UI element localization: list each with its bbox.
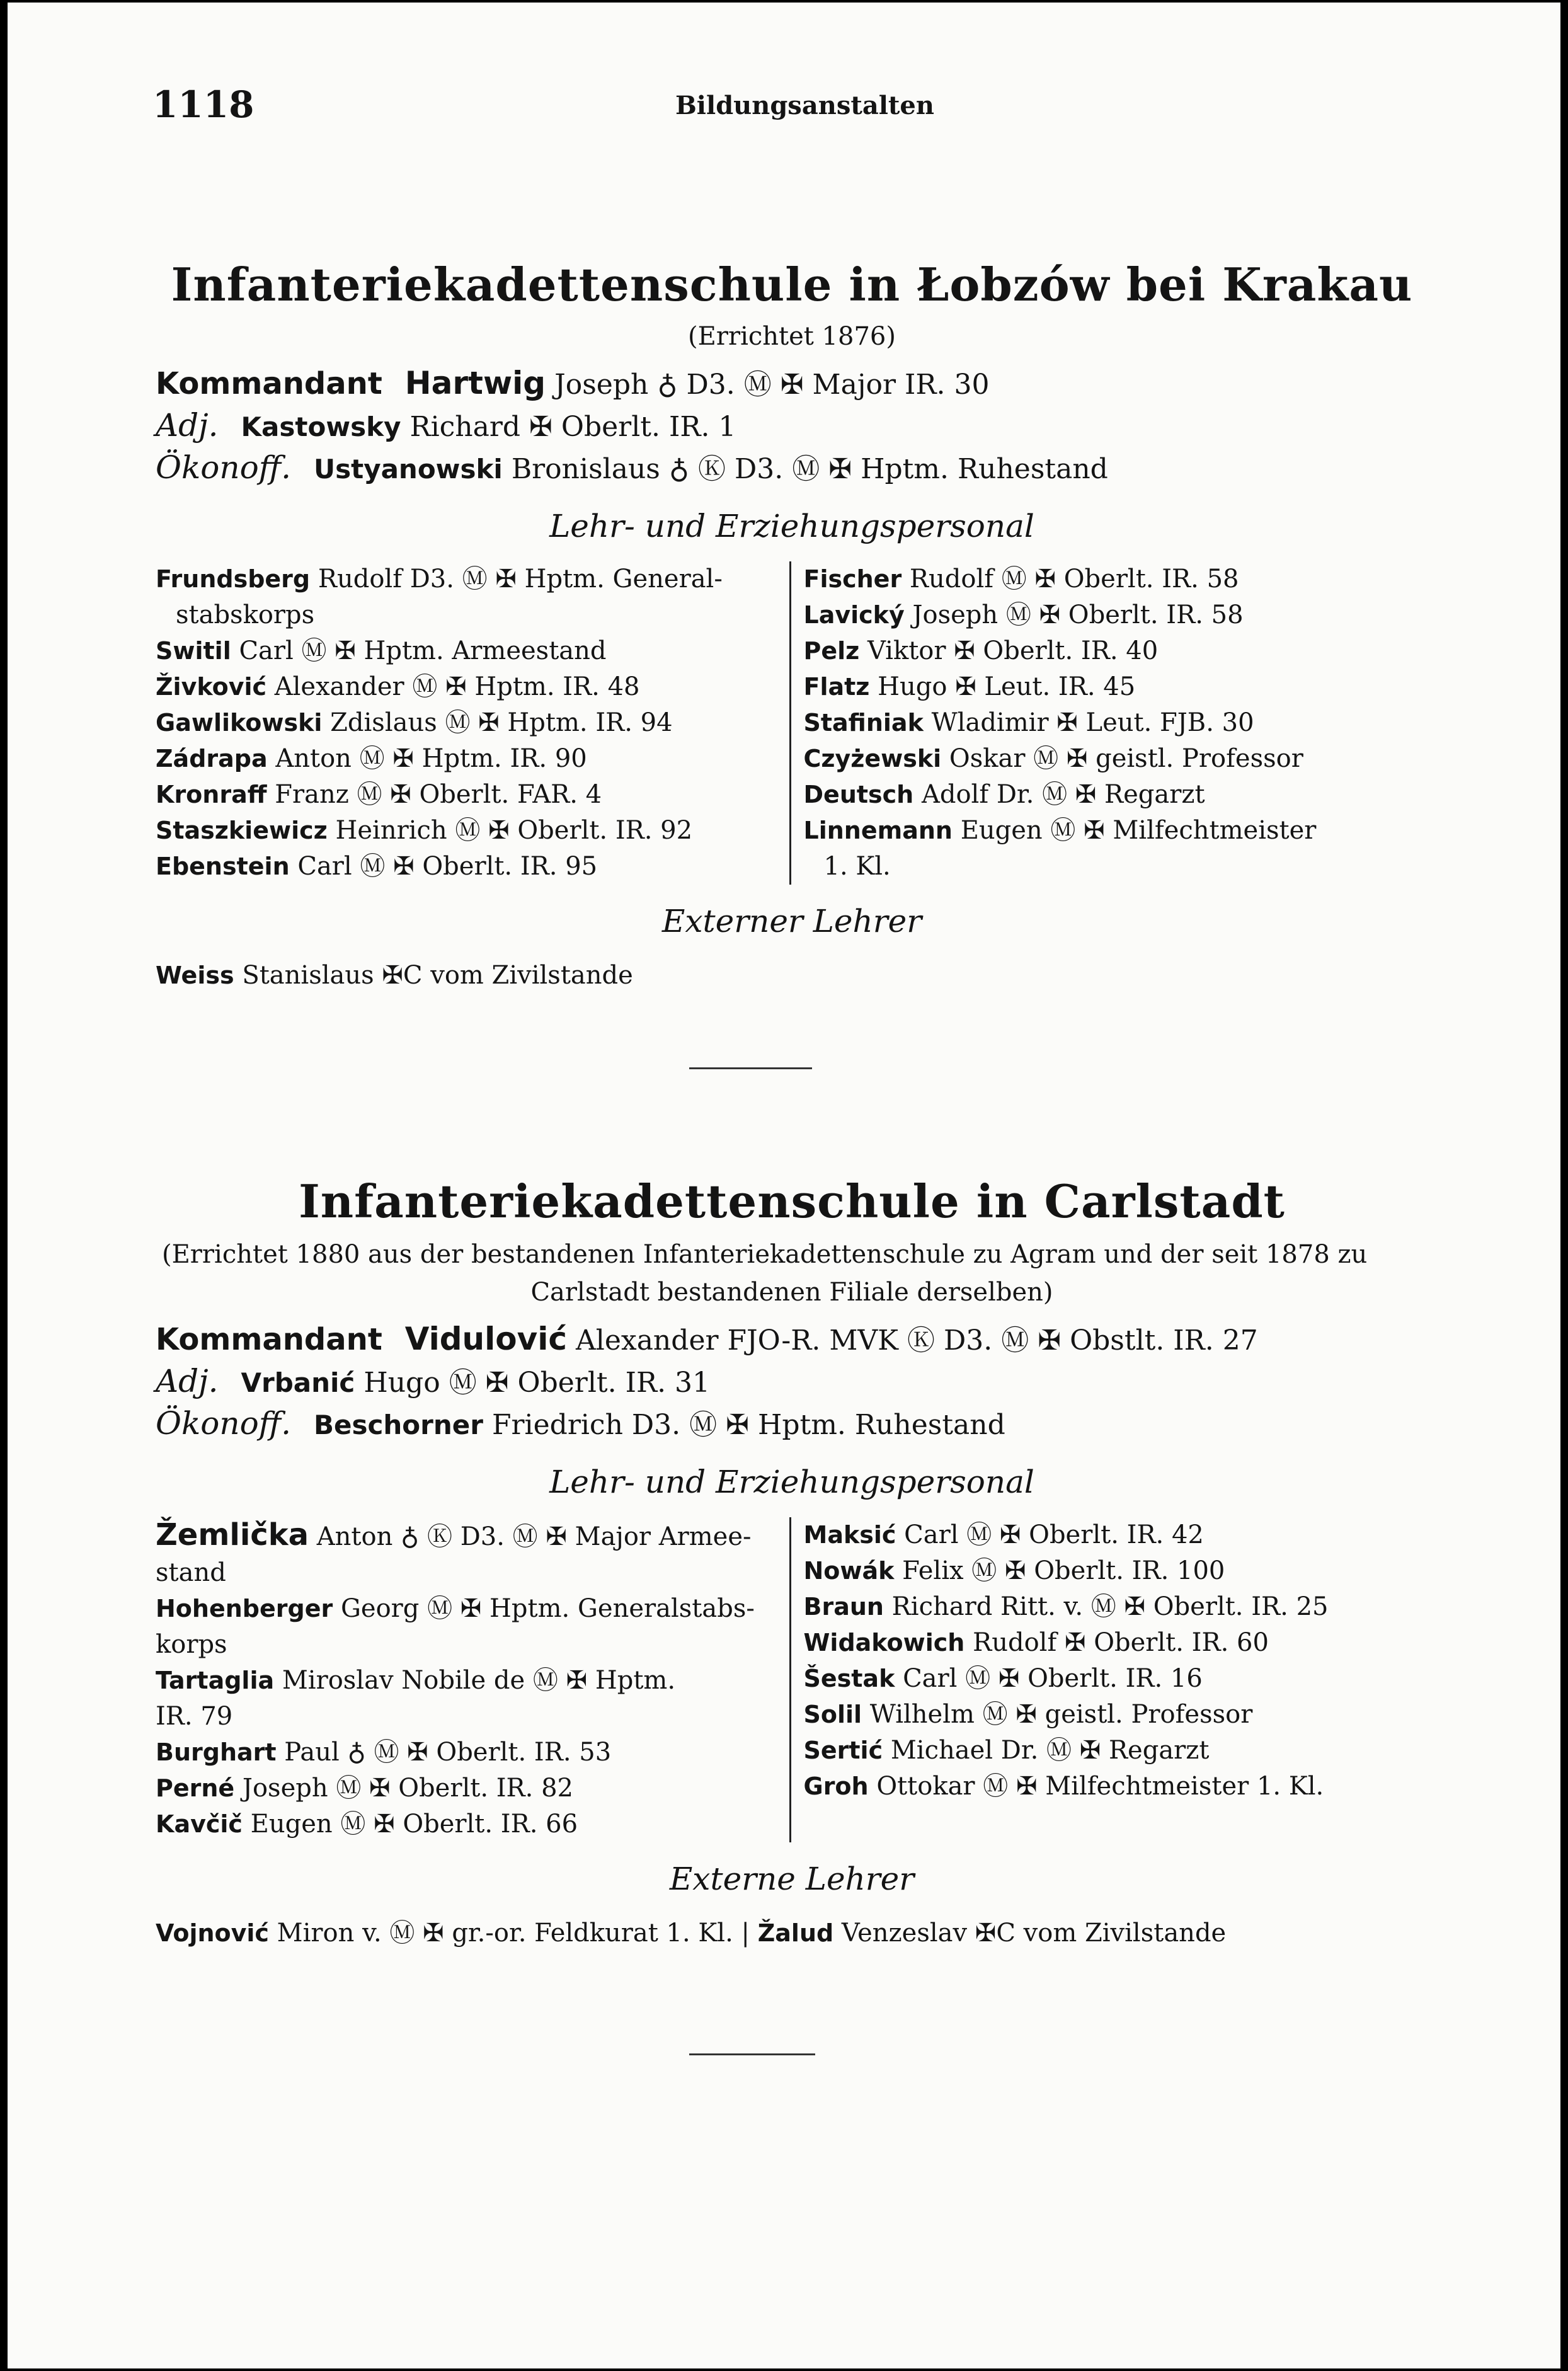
econ-officer-name: Ustyanowski xyxy=(314,454,503,485)
commander-line xyxy=(156,1319,1428,1361)
commander-role: Kommandant xyxy=(156,366,382,401)
staff-entry xyxy=(804,1697,1429,1733)
econ-officer-name: Beschorner xyxy=(314,1409,483,1440)
staff-details: Anton Ⓜ ✠ Hptm. IR. 90 xyxy=(275,744,587,773)
external-teacher-name: Žalud xyxy=(757,1919,834,1947)
staff-details: Miroslav Nobile de Ⓜ ✠ Hptm. xyxy=(282,1666,676,1695)
staff-entry xyxy=(804,813,1429,849)
staff-details: Hugo ✠ Leut. IR. 45 xyxy=(878,672,1136,701)
staff-details: Felix Ⓜ ✠ Oberlt. IR. 100 xyxy=(902,1556,1225,1585)
staff-name: Braun xyxy=(803,1593,884,1621)
staff-name: Maksić xyxy=(803,1521,896,1549)
staff-column-right xyxy=(791,1517,1429,1842)
staff-entry-continuation: IR. 79 xyxy=(156,1702,233,1731)
commander-name: Hartwig xyxy=(404,365,546,401)
staff-entry xyxy=(156,705,781,741)
running-title: Bildungsanstalten xyxy=(675,91,934,120)
staff-details: Oskar Ⓜ ✠ geistl. Professor xyxy=(949,744,1303,773)
staff-entry xyxy=(156,633,781,669)
staff-entry-continuation: 1. Kl. xyxy=(823,852,891,881)
staff-name: Frundsberg xyxy=(156,565,311,593)
staff-name: Zádrapa xyxy=(156,745,268,772)
staff-details: Anton ♁ Ⓚ D3. Ⓜ ✠ Major Armee- xyxy=(316,1522,752,1551)
staff-details: Carl Ⓜ ✠ Oberlt. IR. 16 xyxy=(903,1664,1203,1693)
staff-entry xyxy=(804,1553,1429,1589)
staff-columns xyxy=(156,561,1428,885)
staff-name: Kavčič xyxy=(156,1810,243,1838)
staff-details: Franz Ⓜ ✠ Oberlt. FAR. 4 xyxy=(275,780,602,809)
staff-entry xyxy=(156,669,781,705)
staff-details: Rudolf D3. Ⓜ ✠ Hptm. General- xyxy=(318,565,723,594)
staff-heading: Lehr- und Erziehungspersonal xyxy=(549,508,1034,544)
staff-details: Georg Ⓜ ✠ Hptm. Generalstabs- xyxy=(340,1594,755,1623)
staff-details: Heinrich Ⓜ ✠ Oberlt. IR. 92 xyxy=(335,816,693,845)
staff-name: Widakowich xyxy=(803,1629,965,1656)
staff-entry xyxy=(804,1769,1429,1805)
school-section-lobzow xyxy=(156,255,1428,994)
adjutant-role: Adj. xyxy=(156,1363,219,1399)
page-number: 1118 xyxy=(152,83,255,126)
section-divider xyxy=(689,1067,812,1069)
staff-details: Carl Ⓜ ✠ Oberlt. IR. 95 xyxy=(297,852,598,881)
adjutant-line xyxy=(156,405,1428,447)
staff-entry-continuation: stand xyxy=(156,1558,226,1587)
staff-name: Nowák xyxy=(803,1557,895,1585)
adjutant-name: Vrbanić xyxy=(241,1367,355,1398)
staff-details: Joseph Ⓜ ✠ Oberlt. IR. 82 xyxy=(242,1774,573,1803)
commander-role: Kommandant xyxy=(156,1322,382,1357)
staff-name: Žemlička xyxy=(156,1517,309,1553)
staff-details: Rudolf ✠ Oberlt. IR. 60 xyxy=(973,1628,1269,1657)
staff-entry xyxy=(804,597,1429,633)
staff-name: Živković xyxy=(156,673,267,701)
staff-details: Zdislaus Ⓜ ✠ Hptm. IR. 94 xyxy=(330,708,673,737)
econ-officer-details: Friedrich D3. Ⓜ ✠ Hptm. Ruhestand xyxy=(491,1409,1005,1441)
staff-details: Joseph Ⓜ ✠ Oberlt. IR. 58 xyxy=(912,600,1244,629)
staff-entry xyxy=(156,741,781,777)
staff-details: Eugen Ⓜ ✠ Milfechtmeister xyxy=(960,816,1317,845)
external-teacher-divider: | xyxy=(741,1919,750,1948)
staff-name: Šestak xyxy=(803,1665,895,1692)
staff-entry xyxy=(804,633,1429,669)
external-teachers-heading: Externe Lehrer xyxy=(669,1861,915,1897)
staff-heading: Lehr- und Erziehungspersonal xyxy=(549,1464,1034,1500)
adjutant-details: Richard ✠ Oberlt. IR. 1 xyxy=(409,411,736,443)
staff-entry xyxy=(804,777,1429,813)
staff-name: Gawlikowski xyxy=(156,709,323,737)
staff-name: Flatz xyxy=(803,673,870,701)
staff-name: Ebenstein xyxy=(156,853,290,880)
staff-details: Ottokar Ⓜ ✠ Milfechtmeister 1. Kl. xyxy=(876,1772,1324,1801)
external-teacher-details: Miron v. Ⓜ ✠ gr.-or. Feldkurat 1. Kl. xyxy=(277,1919,733,1948)
staff-entry xyxy=(804,561,1429,597)
commander-line xyxy=(156,363,1428,405)
staff-column-left xyxy=(156,561,791,885)
staff-details: Carl Ⓜ ✠ Oberlt. IR. 42 xyxy=(904,1520,1204,1549)
staff-details: Eugen Ⓜ ✠ Oberlt. IR. 66 xyxy=(250,1810,578,1839)
staff-name: Burghart xyxy=(156,1738,277,1766)
staff-name: Staszkiewicz xyxy=(156,817,328,844)
staff-entry xyxy=(156,849,781,885)
school-title: Infanteriekadettenschule in Łobzów bei Krakau xyxy=(171,258,1413,311)
commander-details: Joseph ♁ D3. Ⓜ ✠ Major IR. 30 xyxy=(554,369,990,401)
external-teacher-heading: Externer Lehrer xyxy=(661,903,922,939)
staff-entry xyxy=(156,777,781,813)
staff-name: Tartaglia xyxy=(156,1667,275,1694)
staff-details: Wilhelm Ⓜ ✠ geistl. Professor xyxy=(869,1700,1253,1729)
external-teacher-name: Vojnović xyxy=(156,1919,269,1947)
staff-entry xyxy=(156,1806,781,1842)
staff-entry xyxy=(804,669,1429,705)
staff-name: Hohenberger xyxy=(156,1595,333,1622)
staff-entry xyxy=(156,1517,781,1555)
staff-name: Perné xyxy=(156,1774,235,1802)
staff-details: Wladimir ✠ Leut. FJB. 30 xyxy=(931,708,1254,737)
commander-name: Vidulović xyxy=(404,1321,567,1357)
staff-name: Fischer xyxy=(803,565,902,593)
staff-name: Linnemann xyxy=(803,817,953,844)
founded-note: (Errichtet 1876) xyxy=(688,322,896,351)
school-title: Infanteriekadettenschule in Carlstadt xyxy=(299,1174,1285,1228)
staff-name: Deutsch xyxy=(803,781,914,808)
econ-officer-details: Bronislaus ♁ Ⓚ D3. Ⓜ ✠ Hptm. Ruhestand xyxy=(511,453,1108,485)
staff-details: Viktor ✠ Oberlt. IR. 40 xyxy=(867,636,1159,665)
staff-name: Lavický xyxy=(803,601,905,629)
staff-entry xyxy=(804,705,1429,741)
external-teacher-name: Weiss xyxy=(156,962,234,989)
staff-entry xyxy=(156,1771,781,1806)
school-section-carlstadt xyxy=(156,1171,1428,1952)
founded-note-line2: Carlstadt bestandenen Filiale derselben) xyxy=(530,1278,1053,1307)
staff-entry xyxy=(156,1591,781,1627)
external-teacher-details: Stanislaus ✠C vom Zivilstande xyxy=(242,961,633,990)
staff-entry-continuation: stabskorps xyxy=(176,600,315,629)
running-head xyxy=(8,83,1560,127)
staff-name: Switil xyxy=(156,637,231,665)
econ-officer-role: Ökonoff. xyxy=(156,449,292,486)
econ-officer-line xyxy=(156,447,1428,490)
econ-officer-line xyxy=(156,1403,1428,1445)
staff-entry-continuation: korps xyxy=(156,1630,227,1659)
staff-entry xyxy=(804,1517,1429,1553)
staff-details: Michael Dr. Ⓜ ✠ Regarzt xyxy=(890,1736,1210,1765)
staff-entry xyxy=(804,1589,1429,1625)
staff-details: Rudolf Ⓜ ✠ Oberlt. IR. 58 xyxy=(909,565,1239,594)
commander-details: Alexander FJO-R. MVK Ⓚ D3. Ⓜ ✠ Obstlt. IR. 27 xyxy=(576,1324,1258,1357)
staff-entry xyxy=(804,741,1429,777)
staff-entry xyxy=(804,1625,1429,1661)
adjutant-name: Kastowsky xyxy=(241,411,401,442)
econ-officer-role: Ökonoff. xyxy=(156,1405,292,1442)
external-teacher-details: Venzeslav ✠C vom Zivilstande xyxy=(841,1919,1227,1948)
founded-note-line1: (Errichtet 1880 aus der bestandenen Infanteriekadettenschule zu Agram und der seit 1878 zu xyxy=(162,1240,1368,1269)
external-teachers-line xyxy=(156,1914,1428,1952)
staff-details: Richard Ritt. v. Ⓜ ✠ Oberlt. IR. 25 xyxy=(891,1592,1329,1621)
staff-entry xyxy=(156,813,781,849)
staff-details: Carl Ⓜ ✠ Hptm. Armeestand xyxy=(239,636,607,665)
staff-name: Stafiniak xyxy=(803,709,924,737)
staff-entry xyxy=(156,561,781,597)
staff-entry xyxy=(156,1663,781,1699)
document-page xyxy=(8,3,1560,2368)
staff-column-right xyxy=(791,561,1429,885)
section-divider xyxy=(689,2053,815,2055)
staff-entry xyxy=(156,1735,781,1771)
staff-details: Alexander Ⓜ ✠ Hptm. IR. 48 xyxy=(274,672,640,701)
adjutant-line xyxy=(156,1361,1428,1403)
staff-details: Adolf Dr. Ⓜ ✠ Regarzt xyxy=(921,780,1205,809)
staff-name: Czyżewski xyxy=(803,745,942,772)
adjutant-details: Hugo Ⓜ ✠ Oberlt. IR. 31 xyxy=(363,1367,711,1399)
staff-entry xyxy=(804,1661,1429,1697)
staff-name: Sertić xyxy=(803,1737,883,1764)
adjutant-role: Adj. xyxy=(156,407,219,444)
staff-name: Pelz xyxy=(803,637,860,665)
staff-entry xyxy=(804,1733,1429,1769)
staff-name: Solil xyxy=(803,1701,862,1728)
staff-column-left xyxy=(156,1517,791,1842)
external-teacher-line xyxy=(156,956,1428,994)
staff-name: Groh xyxy=(803,1772,869,1800)
staff-columns xyxy=(156,1517,1428,1842)
founded-note xyxy=(156,1236,1428,1311)
staff-name: Kronraff xyxy=(156,781,267,808)
staff-details: Paul ♁ Ⓜ ✠ Oberlt. IR. 53 xyxy=(284,1738,612,1767)
